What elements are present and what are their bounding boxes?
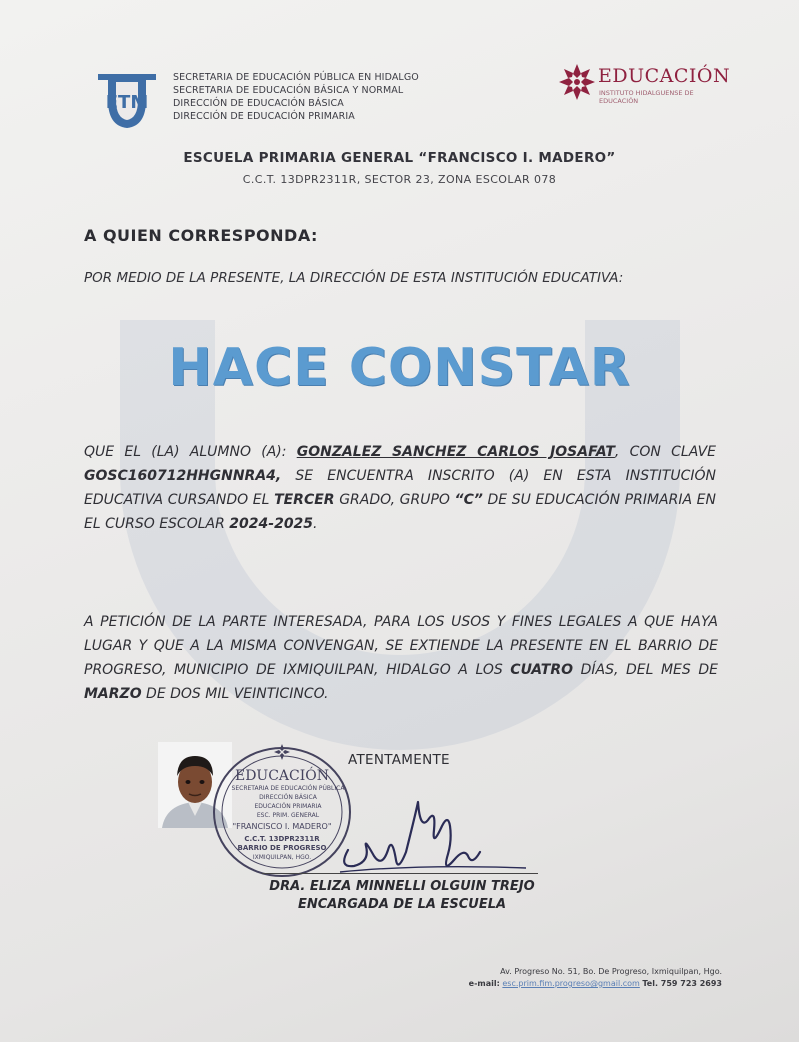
p1-text: , CON CLAVE bbox=[614, 444, 717, 460]
seal-line: SECRETARIA DE EDUCACIÓN PÚBLICA bbox=[231, 785, 345, 792]
flower-emblem-icon bbox=[557, 62, 597, 102]
p1-text: . bbox=[313, 516, 318, 532]
header-line: DIRECCIÓN DE EDUCACIÓN BÁSICA bbox=[173, 98, 344, 109]
student-group: “C” bbox=[454, 492, 483, 508]
p2-text: A PETICIÓN DE LA PARTE INTERESADA, PARA LOS USOS Y FINES LEGALES A QUE HAYA LUGAR Y QUE A LA MISMA CONVENGAN, SE EXTIENDE LA PRESENTE EN EL BARRIO DE PROGRESO, MUNICIPIO DE IXMIQUILPAN, HIDALGO A LOS bbox=[84, 614, 718, 678]
seal-line: ESC. PRIM. GENERAL bbox=[256, 812, 320, 819]
seal-emblem-icon bbox=[274, 744, 290, 760]
footer-email-label: e-mail: bbox=[468, 979, 500, 988]
closing-paragraph bbox=[84, 610, 718, 706]
issue-day: CUATRO bbox=[510, 662, 574, 678]
closing-word: ATENTAMENTE bbox=[348, 752, 450, 768]
student-name: GONZALEZ SANCHEZ CARLOS JOSAFAT bbox=[296, 444, 615, 460]
seal-line: "FRANCISCO I. MADERO" bbox=[232, 822, 332, 831]
footer-address: Av. Progreso No. 51, Bo. De Progreso, Ixmiquilpan, Hgo. bbox=[500, 967, 722, 976]
header-line: SECRETARIA DE EDUCACIÓN PÚBLICA EN HIDALGO bbox=[173, 72, 419, 83]
salutation: A QUIEN CORRESPONDA: bbox=[84, 226, 318, 245]
seal-line: DIRECCIÓN BÁSICA bbox=[259, 794, 317, 801]
signatory-name: DRA. ELIZA MINNELLI OLGUIN TREJO bbox=[269, 879, 535, 894]
footer-contact-line bbox=[420, 978, 722, 990]
school-cct: C.C.T. 13DPR2311R, SECTOR 23, ZONA ESCOLAR 078 bbox=[242, 173, 557, 186]
p1-text: DE SU EDUCACIÓN PRIMARIA EN EL CURSO ESCOLAR bbox=[84, 492, 717, 532]
handwritten-signature bbox=[330, 790, 530, 880]
p1-text: GRADO, GRUPO bbox=[334, 492, 455, 508]
p1-text: SE ENCUENTRA INSCRITO (A) EN ESTA INSTITUCIÓN EDUCATIVA CURSANDO EL bbox=[84, 468, 716, 508]
etm-logo-text: ETM bbox=[105, 92, 149, 113]
header-institutions bbox=[173, 71, 419, 123]
p2-text: DÍAS, DEL MES DE bbox=[573, 662, 718, 678]
header-line: SECRETARIA DE EDUCACIÓN BÁSICA Y NORMAL bbox=[173, 85, 404, 96]
school-name: ESCUELA PRIMARIA GENERAL “FRANCISCO I. MADERO” bbox=[183, 150, 616, 166]
seal-title: EDUCACIÓN bbox=[234, 768, 330, 784]
header-line: DIRECCIÓN DE EDUCACIÓN PRIMARIA bbox=[173, 111, 355, 122]
seal-line: EDUCACIÓN PRIMARIA bbox=[254, 803, 322, 810]
enrollment-paragraph bbox=[84, 440, 716, 536]
p1-text: QUE EL (LA) ALUMNO (A): bbox=[84, 444, 297, 460]
seal-line: IXMIQUILPAN, HGO. bbox=[252, 854, 312, 861]
signatory-role: ENCARGADA DE LA ESCUELA bbox=[297, 897, 507, 912]
certificate-heading: HACE CONSTAR bbox=[168, 338, 631, 398]
p2-text: DE DOS MIL VEINTICINCO. bbox=[141, 686, 329, 702]
signature-line bbox=[262, 873, 538, 874]
footer-email-link[interactable]: esc.prim.fim.progreso@gmail.com bbox=[502, 979, 640, 988]
education-logo-subtitle: INSTITUTO HIDALGUENSE DE EDUCACIÓN bbox=[599, 89, 694, 105]
seal-line: BARRIO DE PROGRESO bbox=[237, 844, 327, 852]
signatory-block bbox=[262, 878, 542, 914]
school-year: 2024-2025 bbox=[229, 516, 314, 532]
etm-logo-icon bbox=[94, 70, 160, 132]
student-grade: TERCER bbox=[274, 492, 335, 508]
footer-contact bbox=[420, 966, 722, 990]
intro-text: POR MEDIO DE LA PRESENTE, LA DIRECCIÓN DE ESTA INSTITUCIÓN EDUCATIVA: bbox=[84, 270, 624, 286]
education-logo-title: EDUCACIÓN bbox=[598, 65, 731, 87]
footer-phone: Tel. 759 723 2693 bbox=[642, 979, 722, 988]
student-clave: GOSC160712HHGNNRA4, bbox=[84, 468, 282, 484]
seal-line: C.C.T. 13DPR2311R bbox=[244, 835, 320, 843]
issue-month: MARZO bbox=[84, 686, 142, 702]
